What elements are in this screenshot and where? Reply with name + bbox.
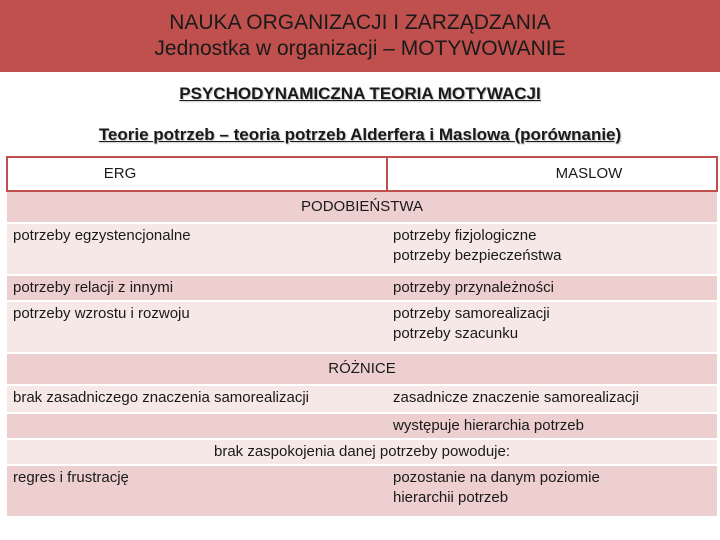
maslow-cell: zasadnicze znaczenie samorealizacji	[387, 385, 717, 413]
maslow-line: pozostanie na danym poziomie	[393, 469, 600, 486]
maslow-cell: potrzeby przynależności	[387, 275, 717, 301]
course-title: NAUKA ORGANIZACJI I ZARZĄDZANIA	[169, 11, 551, 34]
maslow-line: potrzeby samorealizacji	[393, 305, 550, 322]
table-row	[7, 301, 717, 353]
maslow-cell	[387, 465, 717, 517]
section-label-differences: RÓŻNICE	[7, 353, 717, 385]
maslow-line: potrzeby szacunku	[393, 325, 519, 342]
erg-cell-empty	[7, 413, 387, 439]
maslow-cell	[387, 223, 717, 275]
section-title: PSYCHODYNAMICZNA TEORIA MOTYWACJI	[179, 84, 541, 103]
maslow-cell	[387, 301, 717, 353]
shared-cell: brak zaspokojenia danej potrzeby powoduje:	[7, 439, 717, 465]
section-label-similarities: PODOBIEŃSTWA	[7, 191, 717, 223]
section-row-differences	[7, 353, 717, 385]
table-row	[7, 413, 717, 439]
maslow-line: hierarchii potrzeb	[393, 489, 509, 506]
maslow-line: potrzeby fizjologiczne	[393, 227, 537, 244]
table-row	[7, 275, 717, 301]
column-header-erg: ERG	[7, 157, 387, 191]
column-header-maslow: MASLOW	[387, 157, 717, 191]
erg-cell: regres i frustrację	[7, 465, 387, 517]
slide-header	[0, 0, 720, 72]
lecture-title: Jednostka w organizacji – MOTYWOWANIE	[154, 37, 566, 60]
maslow-cell: występuje hierarchia potrzeb	[387, 413, 717, 439]
section-row-similarities	[7, 191, 717, 223]
table-row	[7, 223, 717, 275]
section-subtitle: Teorie potrzeb – teoria potrzeb Alderfera i Maslowa (porównanie)	[98, 125, 622, 144]
erg-cell: brak zasadniczego znaczenia samorealizacji	[7, 385, 387, 413]
table-row	[7, 465, 717, 517]
erg-cell: potrzeby wzrostu i rozwoju	[7, 301, 387, 353]
table-row	[7, 385, 717, 413]
table-header-row	[7, 157, 717, 191]
table-row	[7, 439, 717, 465]
maslow-line: potrzeby bezpieczeństwa	[393, 247, 562, 264]
comparison-table	[6, 156, 718, 518]
erg-cell: potrzeby egzystencjonalne	[7, 223, 387, 275]
erg-cell: potrzeby relacji z innymi	[7, 275, 387, 301]
